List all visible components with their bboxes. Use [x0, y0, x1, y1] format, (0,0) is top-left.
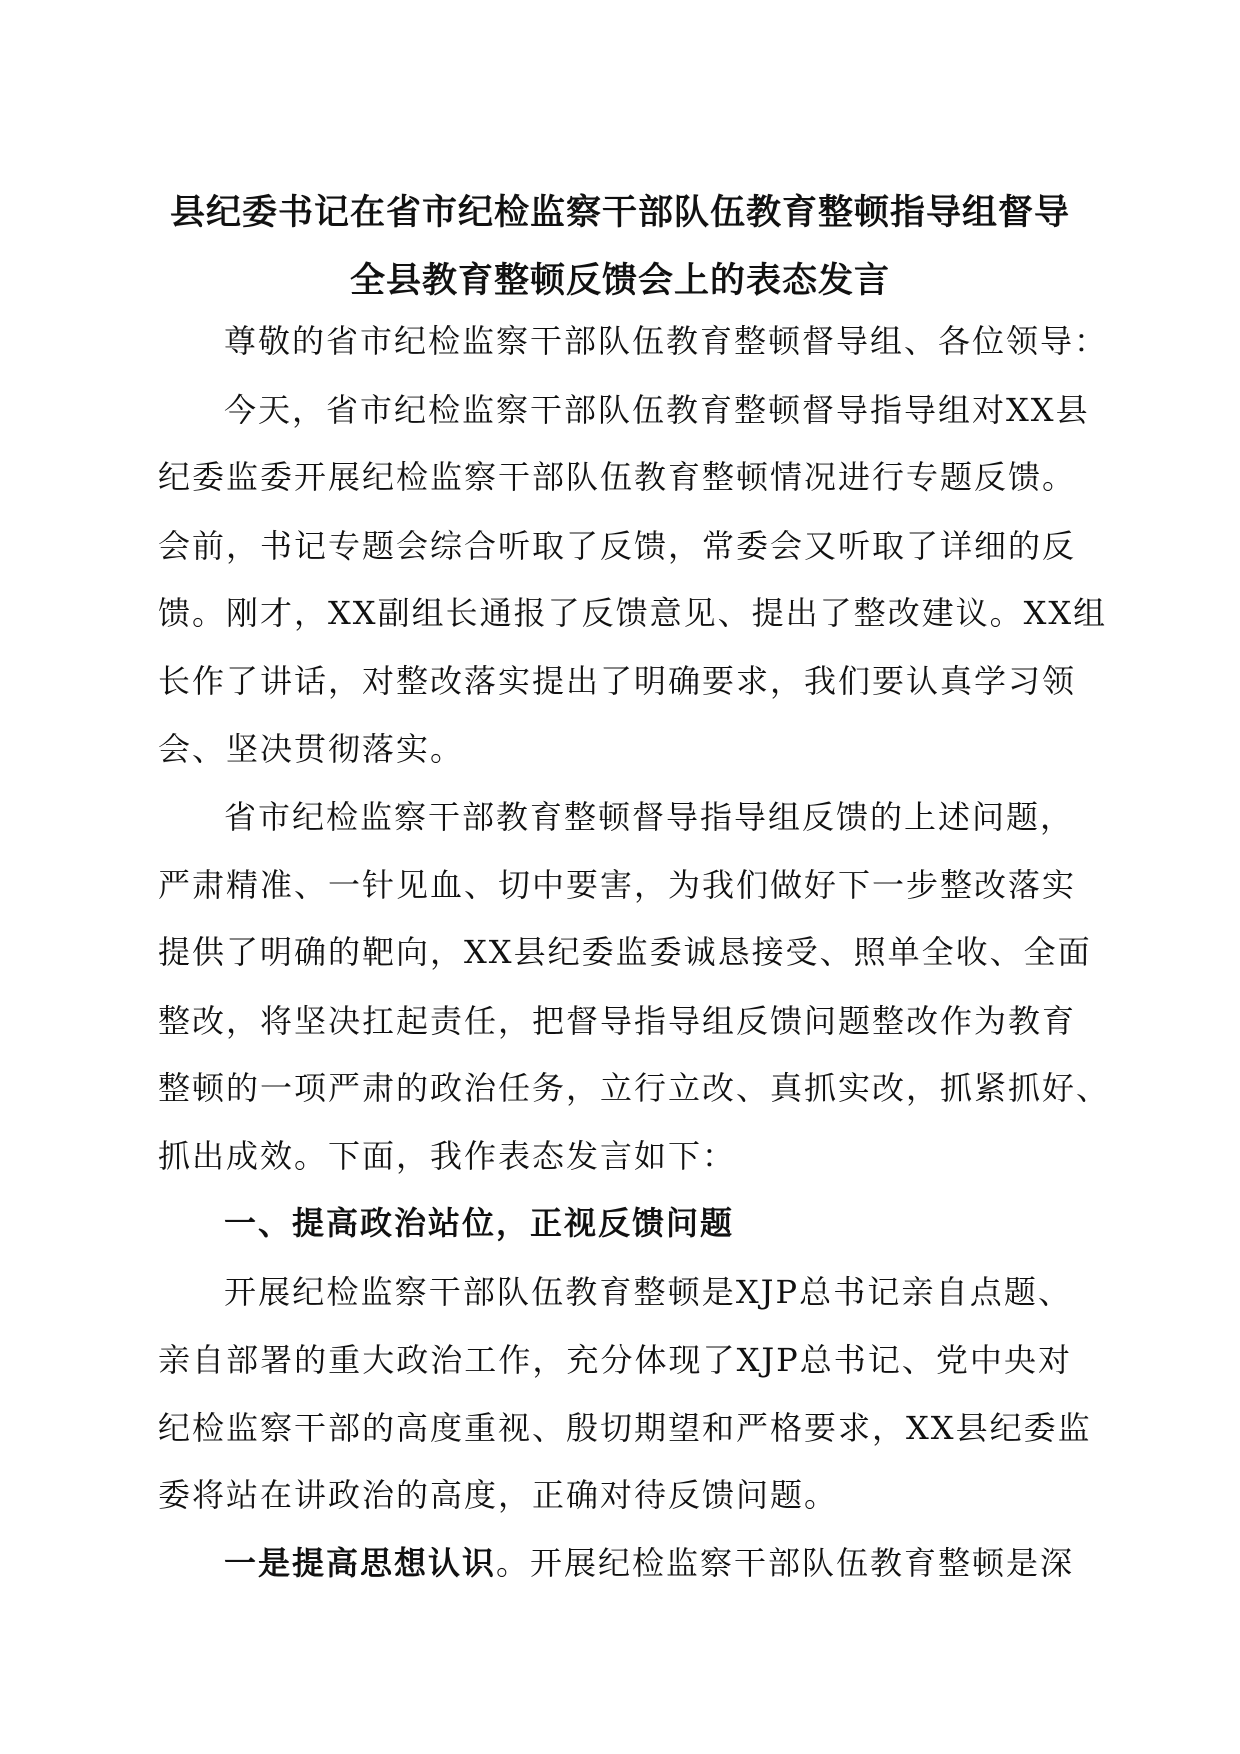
paragraph-1-line-3: 会前，书记专题会综合听取了反馈，常委会又听取了详细的反 — [158, 527, 1077, 565]
paragraph-3-line-1: 开展纪检监察干部队伍教育整顿是XJP总书记亲自点题、 — [224, 1273, 1072, 1311]
paragraph-2-line-3: 提供了明确的靶向，XX县纪委监委诚恳接受、照单全收、全面 — [158, 933, 1092, 971]
paragraph-3-line-4: 委将站在讲政治的高度，正确对待反馈问题。 — [158, 1476, 839, 1514]
paragraph-1-line-5: 长作了讲话，对整改落实提出了明确要求，我们要认真学习领 — [158, 662, 1077, 700]
section-heading-1: 一、提高政治站位，正视反馈问题 — [224, 1204, 735, 1242]
paragraph-4-text: 。开展纪检监察干部队伍教育整顿是深 — [496, 1544, 1075, 1582]
paragraph-1-line-2: 纪委监委开展纪检监察干部队伍教育整顿情况进行专题反馈。 — [158, 458, 1077, 496]
document-title-line-2: 全县教育整顿反馈会上的表态发言 — [349, 260, 890, 301]
paragraph-3-line-3: 纪检监察干部的高度重视、殷切期望和严格要求，XX县纪委监 — [158, 1409, 1092, 1447]
paragraph-3-line-2: 亲自部署的重大政治工作，充分体现了XJP总书记、党中央对 — [158, 1341, 1072, 1379]
paragraph-4-line-1 — [224, 1533, 1164, 1593]
paragraph-2-line-2: 严肃精准、一针见血、切中要害，为我们做好下一步整改落实 — [158, 866, 1077, 904]
paragraph-2-line-1: 省市纪检监察干部教育整顿督导指导组反馈的上述问题， — [224, 798, 1075, 836]
paragraph-4-lead: 一是提高思想认识 — [224, 1544, 497, 1582]
paragraph-1-line-4: 馈。刚才，XX副组长通报了反馈意见、提出了整改建议。XX组 — [158, 594, 1108, 632]
paragraph-2-line-5: 整顿的一项严肃的政治任务，立行立改、真抓实改，抓紧抓好、 — [158, 1069, 1111, 1107]
paragraph-2-line-6: 抓出成效。下面，我作表态发言如下： — [158, 1137, 737, 1175]
document-title-line-1: 县纪委书记在省市纪检监察干部队伍教育整顿指导组督导 — [169, 192, 1070, 233]
paragraph-2-line-4: 整改，将坚决扛起责任，把督导指导组反馈问题整改作为教育 — [158, 1002, 1077, 1040]
paragraph-1-line-1: 今天，省市纪检监察干部队伍教育整顿督导指导组对XX县 — [224, 391, 1090, 429]
salutation: 尊敬的省市纪检监察干部队伍教育整顿督导组、各位领导： — [224, 322, 1109, 360]
paragraph-1-line-6: 会、坚决贯彻落实。 — [158, 730, 465, 768]
